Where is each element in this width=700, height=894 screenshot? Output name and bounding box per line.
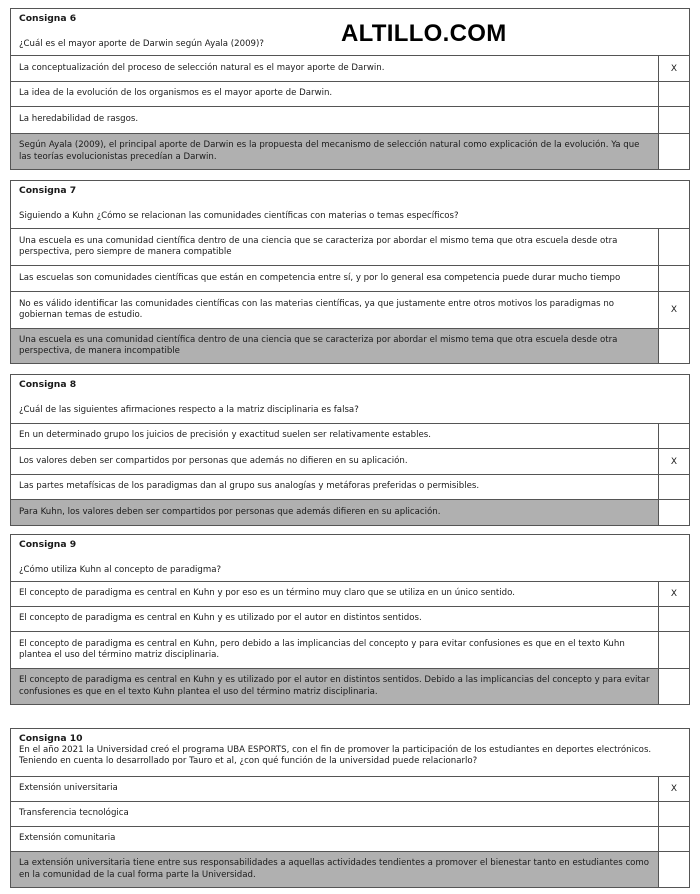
- option-text: El concepto de paradigma es central en Kuhn y es utilizado por el autor en distintos sentidos.: [11, 607, 659, 631]
- option-mark: [659, 329, 689, 363]
- answer-text: Una escuela es una comunidad científica dentro de una ciencia que se caracteriza por abordar el mismo tema que otra escuela desde otra perspectiva, de manera incompatible: [11, 329, 659, 363]
- option-mark: [659, 827, 689, 851]
- consigna-block: [10, 534, 690, 705]
- option-mark: [659, 229, 689, 265]
- option-mark: [659, 475, 689, 499]
- option-mark: [659, 802, 689, 826]
- option-text: Las escuelas son comunidades científicas que están en competencia entre sí, y por lo general esa competencia puede durar mucho tiempo: [11, 266, 659, 291]
- option-mark: [659, 852, 689, 887]
- answer-row: [11, 668, 689, 704]
- option-text: El concepto de paradigma es central en Kuhn, pero debido a las implicancias del concepto y para evitar confusiones es que en el texto Kuhn plantea el uso del término matriz disciplinaria.: [11, 632, 659, 668]
- option-row: [11, 826, 689, 851]
- option-mark: [659, 107, 689, 133]
- option-mark: [659, 134, 689, 169]
- consigna-title: Consigna 8: [19, 379, 77, 390]
- option-row: [11, 776, 689, 801]
- option-text: El concepto de paradigma es central en Kuhn y por eso es un término muy claro que se utiliza en un único sentido.: [11, 582, 659, 606]
- option-mark: X: [670, 63, 678, 74]
- consigna-question: Siguiendo a Kuhn ¿Cómo se relacionan las comunidades científicas con materias o temas específicos?: [19, 210, 459, 221]
- option-mark: [659, 607, 689, 631]
- option-mark: X: [670, 456, 678, 467]
- option-row: [11, 81, 689, 106]
- option-row: [11, 55, 689, 81]
- option-text: Los valores deben ser compartidos por personas que además no difieren en su aplicación.: [11, 449, 659, 474]
- consigna-block: [10, 728, 690, 888]
- answer-text: Para Kuhn, los valores deben ser compartidos por personas que además difieren en su aplicación.: [11, 500, 659, 525]
- option-row: [11, 474, 689, 499]
- consigna-question: ¿Cuál es el mayor aporte de Darwin según Ayala (2009)?: [19, 38, 264, 49]
- consigna-block: [10, 180, 690, 364]
- option-mark: [659, 632, 689, 668]
- consigna-title: Consigna 7: [19, 185, 77, 196]
- option-mark: X: [670, 305, 678, 315]
- option-row: [11, 291, 689, 328]
- option-text: Extensión comunitaria: [11, 827, 659, 851]
- option-row: [11, 448, 689, 474]
- consigna-block: [10, 374, 690, 526]
- answer-row: [11, 499, 689, 525]
- option-mark: [659, 669, 689, 704]
- answer-text: La extensión universitaria tiene entre sus responsabilidades a aquellas actividades tendientes a promover el bienestar tanto en estudiantes como en la comunidad de la cual forma parte la Universidad.: [11, 852, 659, 887]
- option-text: Extensión universitaria: [11, 777, 659, 801]
- answer-row: [11, 851, 689, 887]
- answer-row: [11, 133, 689, 169]
- option-text: Una escuela es una comunidad científica dentro de una ciencia que se caracteriza por abordar el mismo tema que otra escuela desde otra perspectiva, pero siempre de manera compatible: [11, 229, 659, 265]
- consigna-title: Consigna 6: [19, 13, 77, 24]
- option-mark: [659, 266, 689, 291]
- answer-row: [11, 328, 689, 363]
- option-row: [11, 606, 689, 631]
- option-mark: [659, 424, 689, 448]
- option-text: En un determinado grupo los juicios de precisión y exactitud suelen ser relativamente estables.: [11, 424, 659, 448]
- consigna-title: Consigna 9: [19, 539, 77, 550]
- answer-text: El concepto de paradigma es central en Kuhn y es utilizado por el autor en distintos sentidos. Debido a las implicancias del concepto y para evitar confusiones es que en el texto Kuhn plantea el uso del término matriz disciplinaria.: [11, 669, 659, 704]
- option-text: Las partes metafísicas de los paradigmas dan al grupo sus analogías y metáforas preferidas o permisibles.: [11, 475, 659, 499]
- consigna-block: [10, 8, 690, 170]
- consigna-question: ¿Cuál de las siguientes afirmaciones respecto a la matriz disciplinaria es falsa?: [19, 404, 359, 415]
- option-text: La heredabilidad de rasgos.: [11, 107, 659, 133]
- consigna-question: En el año 2021 la Universidad creó el programa UBA ESPORTS, con el fin de promover la participación de los estudiantes en deportes electrónicos. Teniendo en cuenta lo desarrollado por Tauro et al, ¿con qué función de la universidad puede relacionarlo?: [19, 744, 652, 766]
- watermark-logo: ALTILLO.COM: [341, 20, 507, 47]
- option-text: La conceptualización del proceso de selección natural es el mayor aporte de Darwin.: [11, 56, 659, 81]
- option-mark: [659, 82, 689, 106]
- option-text: No es válido identificar las comunidades científicas con las materias científicas, ya que justamente entre otros motivos los paradigmas no gobiernan temas de estudio.: [11, 292, 659, 328]
- consigna-question: ¿Cómo utiliza Kuhn al concepto de paradigma?: [19, 564, 222, 575]
- answer-text: Según Ayala (2009), el principal aporte de Darwin es la propuesta del mecanismo de selección natural como explicación de la evolución. Ya que las teorías evolucionistas precedían a Darwin.: [11, 134, 659, 169]
- option-row: [11, 581, 689, 606]
- option-row: [11, 228, 689, 265]
- option-mark: X: [670, 784, 678, 794]
- option-row: [11, 631, 689, 668]
- option-mark: [659, 500, 689, 525]
- option-row: [11, 801, 689, 826]
- consigna-title: Consigna 10: [19, 733, 83, 744]
- option-text: La idea de la evolución de los organismos es el mayor aporte de Darwin.: [11, 82, 659, 106]
- option-mark: X: [670, 589, 678, 599]
- option-text: Transferencia tecnológica: [11, 802, 659, 826]
- option-row: [11, 265, 689, 291]
- option-row: [11, 423, 689, 448]
- option-row: [11, 106, 689, 133]
